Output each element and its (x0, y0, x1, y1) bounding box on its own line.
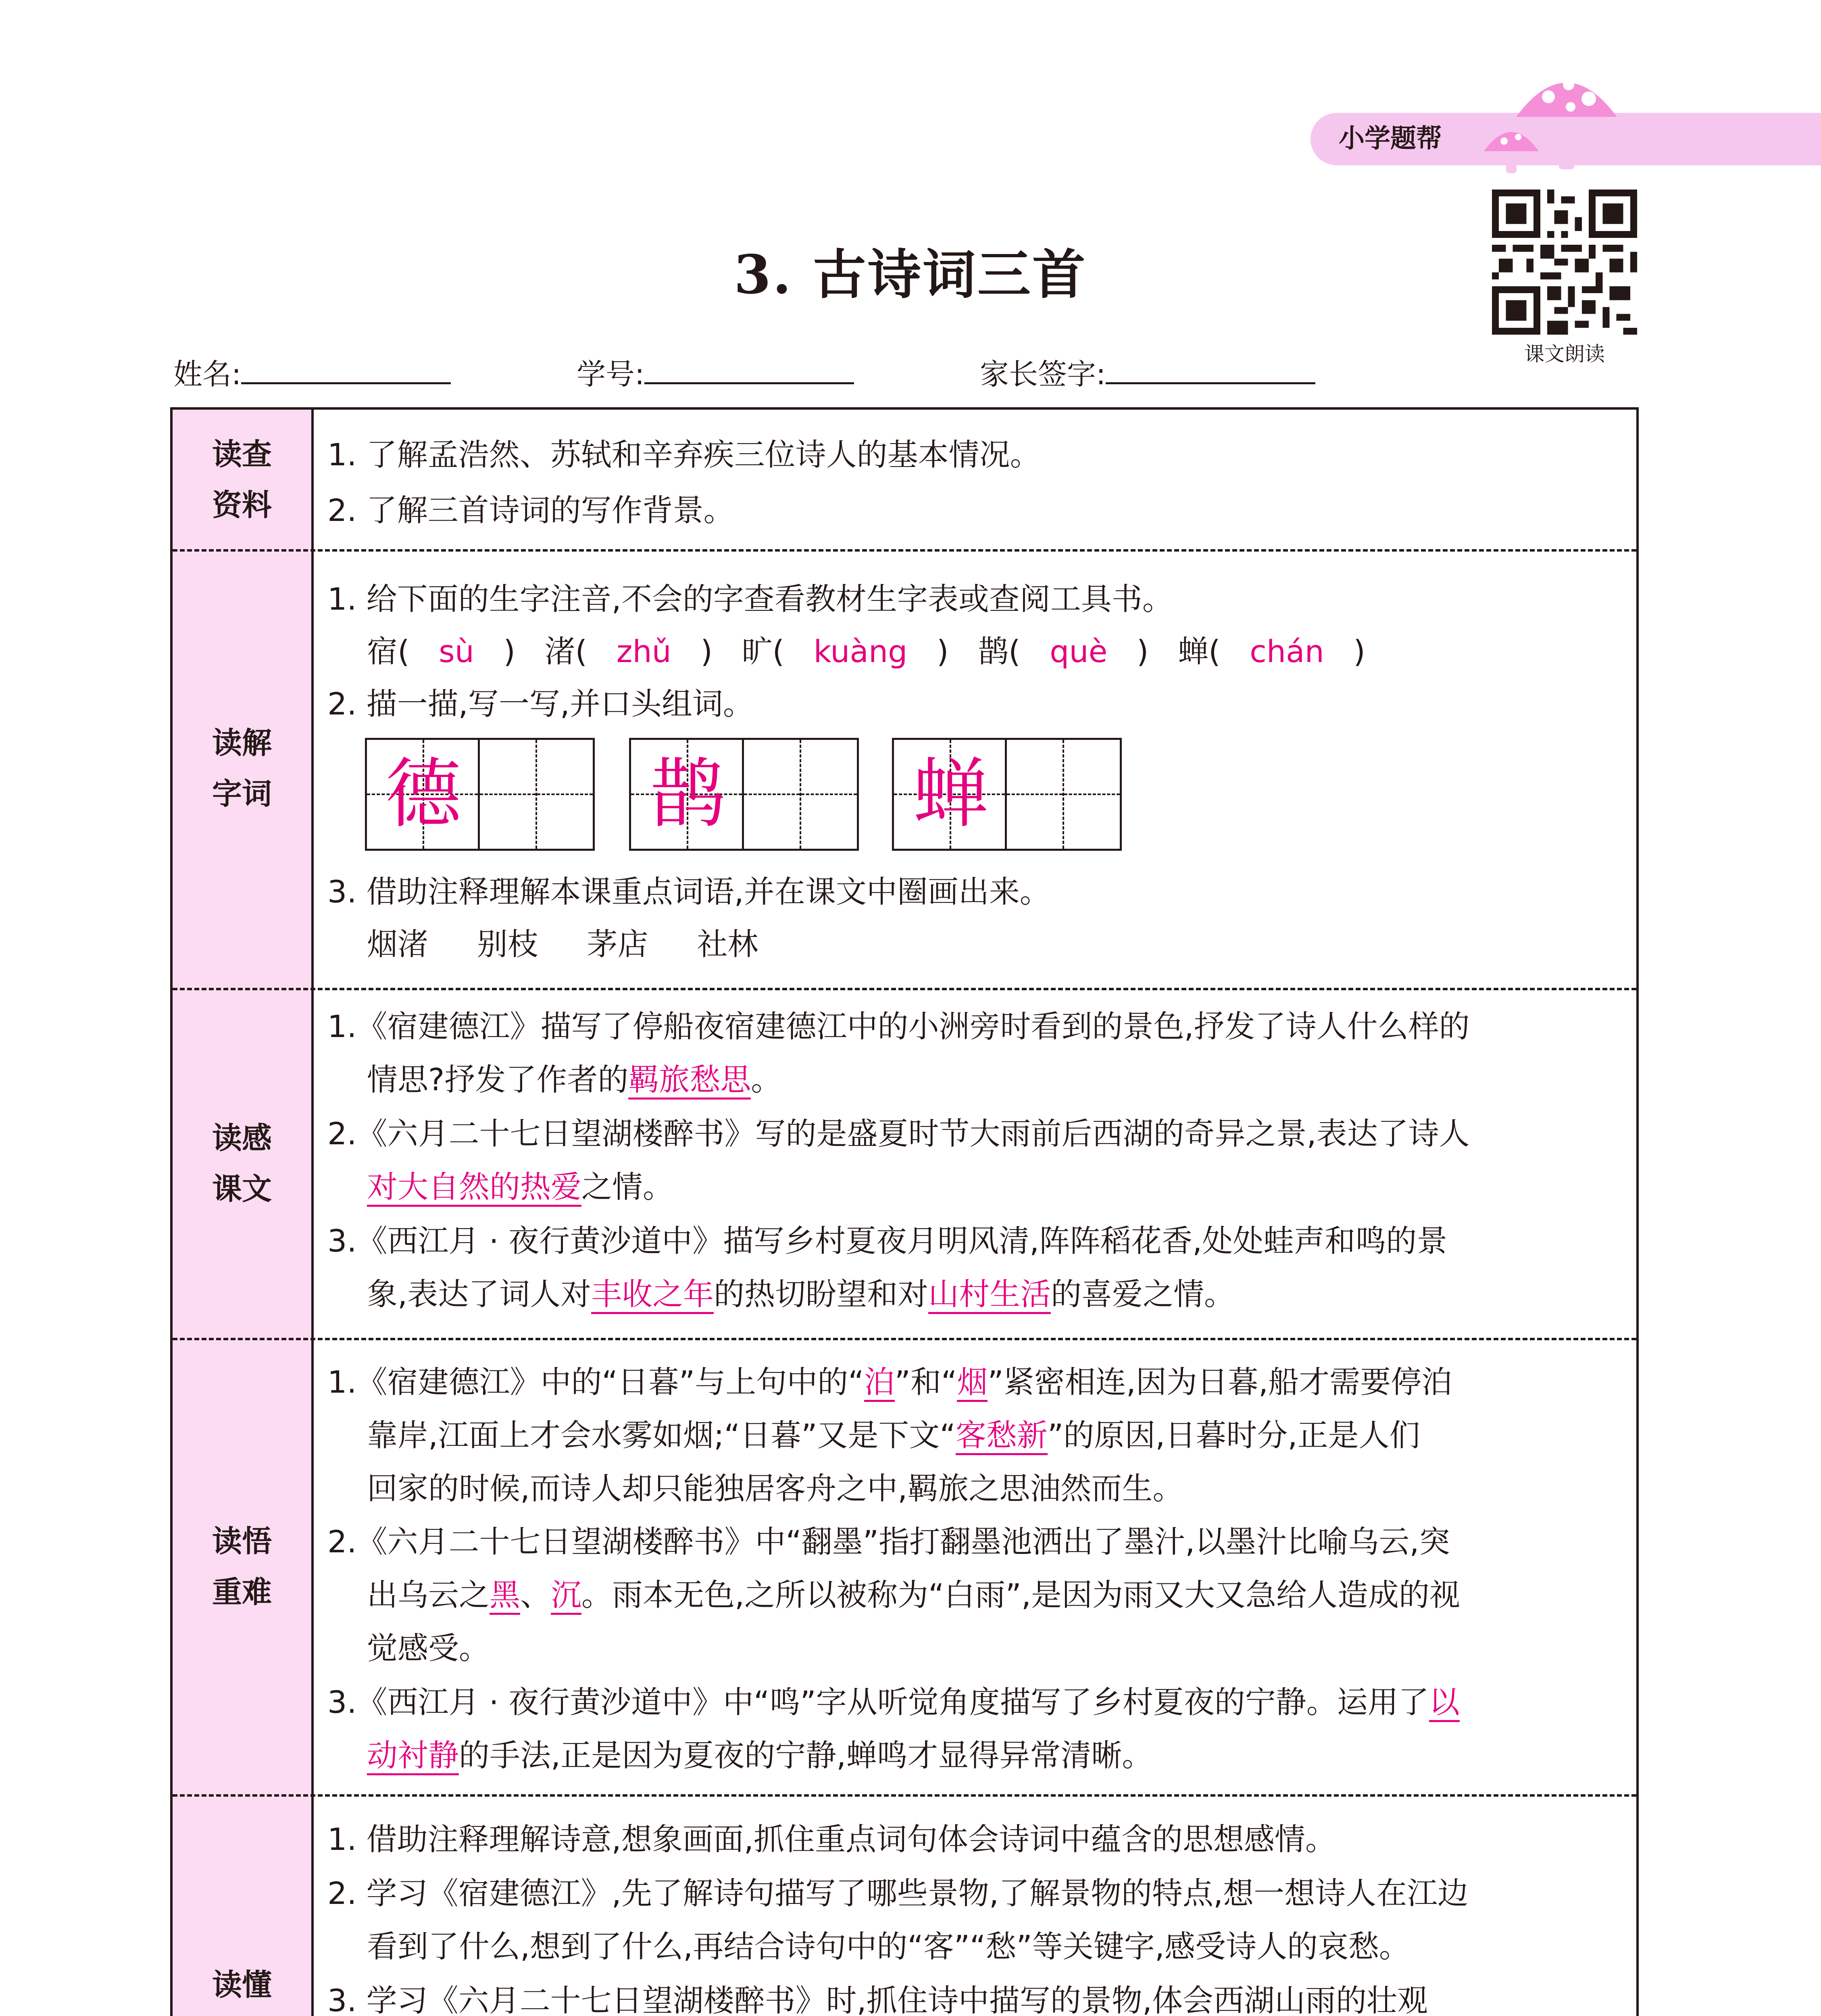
writing-grid-2[interactable] (629, 738, 859, 851)
name-field (173, 351, 451, 393)
grid-character: 德 (385, 750, 461, 838)
feel-line: 1.《宿建德江》描写了停船夜宿建德江中的小洲旁时看到的景色,抒发了诗人什么样的 (327, 1008, 1470, 1044)
answer-highlight: 对大自然的热爱 (367, 1169, 581, 1207)
key-word: 社林 (697, 926, 758, 962)
section-label-method: 读懂 (212, 1968, 272, 2002)
pinyin-answer[interactable]: kuàng (813, 633, 908, 669)
feel-line: 2.《六月二十七日望湖楼醉书》写的是盛夏时节大雨前后西湖的奇异之景,表达了诗人 (327, 1116, 1470, 1152)
answer-highlight: 泊 (864, 1364, 895, 1402)
answer-highlight: 沉 (551, 1577, 581, 1615)
pinyin-row: 宿( sù ) 渚( zhǔ ) 旷( kuàng ) 鹊( què ) 蝉( chán ) (367, 633, 1365, 669)
parent-signature-input[interactable] (1106, 357, 1315, 384)
method-line: 2. 学习《宿建德江》,先了解诗句描写了哪些景物,了解景物的特点,想一想诗人在江边 (327, 1875, 1469, 1911)
grid-character: 鹊 (650, 750, 725, 838)
difficulty-line: 2.《六月二十七日望湖楼醉书》中“翻墨”指打翻墨池洒出了墨汁,以墨汁比喻乌云,突 (327, 1524, 1450, 1560)
pinyin-char: 渚 (544, 633, 575, 669)
difficulty-line: 动衬静的手法,正是因为夏夜的宁静,蝉鸣才显得异常清晰。 (367, 1740, 1152, 1771)
answer-highlight: 山村生活 (928, 1276, 1051, 1314)
section-label-vocab: 读解 字词 (212, 726, 272, 811)
vocab-question-2: 2. 描一描,写一写,并口头组词。 (327, 686, 754, 722)
row-divider (173, 1338, 1636, 1340)
section-label-difficulty: 读悟 重难 (212, 1524, 272, 1610)
mushroom-logo-icon (1468, 65, 1629, 177)
answer-highlight: 动衬静 (367, 1737, 459, 1775)
pinyin-answer[interactable]: chán (1250, 633, 1324, 669)
column-divider (311, 410, 314, 2016)
vocab-question-1: 1. 给下面的生字注音,不会的字查看教材生字表或查阅工具书。 (327, 581, 1173, 617)
answer-highlight: 丰收之年 (591, 1276, 714, 1314)
parent-signature-field (980, 351, 1315, 393)
answer-highlight: 羁旅愁思 (628, 1062, 751, 1100)
parent-signature-label: 家长签字: (980, 357, 1106, 391)
pinyin-answer[interactable]: què (1050, 633, 1108, 669)
feel-line: 3.《西江月 · 夜行黄沙道中》描写乡村夏夜月明风清,阵阵稻花香,处处蛙声和鸣的景 (327, 1223, 1448, 1259)
pinyin-char: 蝉 (1177, 633, 1208, 669)
research-item-1: 1. 了解孟浩然、苏轼和辛弃疾三位诗人的基本情况。 (327, 437, 1041, 473)
feel-line: 对大自然的热爱之情。 (367, 1172, 673, 1202)
pinyin-answer[interactable]: zhǔ (616, 633, 671, 669)
difficulty-line: 3.《西江月 · 夜行黄沙道中》中“鸣”字从听觉角度描写了乡村夏夜的宁静。运用了以 (327, 1687, 1460, 1718)
page-title: 3. 古诗词三首 (734, 244, 1087, 306)
key-word: 别枝 (477, 926, 538, 962)
answer-highlight: 以 (1429, 1684, 1460, 1722)
answer-highlight: 客愁新 (956, 1417, 1048, 1455)
difficulty-line: 出乌云之黑、沉。雨本无色,之所以被称为“白雨”,是因为雨又大又急给人造成的视 (367, 1580, 1460, 1610)
key-word: 茅店 (587, 926, 648, 962)
method-line: 看到了什么,想到了什么,再结合诗句中的“客”“愁”等关键字,感受诗人的哀愁。 (367, 1929, 1410, 1964)
qr-caption: 课文朗读 (1524, 342, 1605, 366)
difficulty-line: 回家的时候,而诗人却只能独居客舟之中,羁旅之思油然而生。 (367, 1470, 1183, 1506)
pinyin-char: 鹊 (978, 633, 1009, 669)
research-item-2: 2. 了解三首诗词的写作背景。 (327, 492, 734, 528)
pinyin-answer[interactable]: sù (439, 633, 474, 669)
answer-highlight: 烟 (957, 1364, 988, 1402)
student-id-input[interactable] (644, 357, 854, 384)
vocab-question-3: 3. 借助注释理解本课重点词语,并在课文中圈画出来。 (327, 874, 1050, 910)
pinyin-char: 宿 (367, 633, 398, 669)
method-line: 3. 学习《六月二十七日望湖楼醉书》时,抓住诗中描写的景物,体会西湖山雨的壮观 (327, 1983, 1428, 2016)
writing-grid-3[interactable] (892, 738, 1122, 851)
difficulty-line: 靠岸,江面上才会水雾如烟;“日暮”又是下文“客愁新”的原因,日暮时分,正是人们 (367, 1420, 1420, 1451)
key-word: 烟渚 (367, 926, 428, 962)
answer-highlight: 黑 (490, 1577, 520, 1615)
section-label-research: 读查 资料 (212, 437, 272, 523)
section-label-feel: 读感 课文 (212, 1121, 272, 1206)
grid-character: 蝉 (913, 750, 988, 838)
writing-grid-1[interactable] (365, 738, 595, 851)
student-id-label: 学号: (577, 357, 645, 391)
method-line: 1. 借助注释理解诗意,想象画面,抓住重点词句体会诗词中蕴含的思想感情。 (327, 1821, 1336, 1857)
name-input[interactable] (241, 357, 451, 384)
row-divider (173, 549, 1636, 552)
row-divider (173, 1794, 1636, 1797)
brand-name: 小学题帮 (1339, 124, 1442, 154)
difficulty-line: 1.《宿建德江》中的“日暮”与上句中的“泊”和“烟”紧密相连,因为日暮,船才需要停泊 (327, 1367, 1452, 1397)
key-words (367, 926, 758, 962)
feel-line: 情思?抒发了作者的羁旅愁思。 (367, 1064, 781, 1095)
name-label: 姓名: (173, 357, 242, 391)
feel-line: 象,表达了词人对丰收之年的热切盼望和对山村生活的喜爱之情。 (367, 1279, 1235, 1310)
pinyin-char: 旷 (742, 633, 773, 669)
student-id-field (577, 351, 854, 393)
row-divider (173, 988, 1636, 990)
difficulty-line: 觉感受。 (367, 1630, 490, 1666)
